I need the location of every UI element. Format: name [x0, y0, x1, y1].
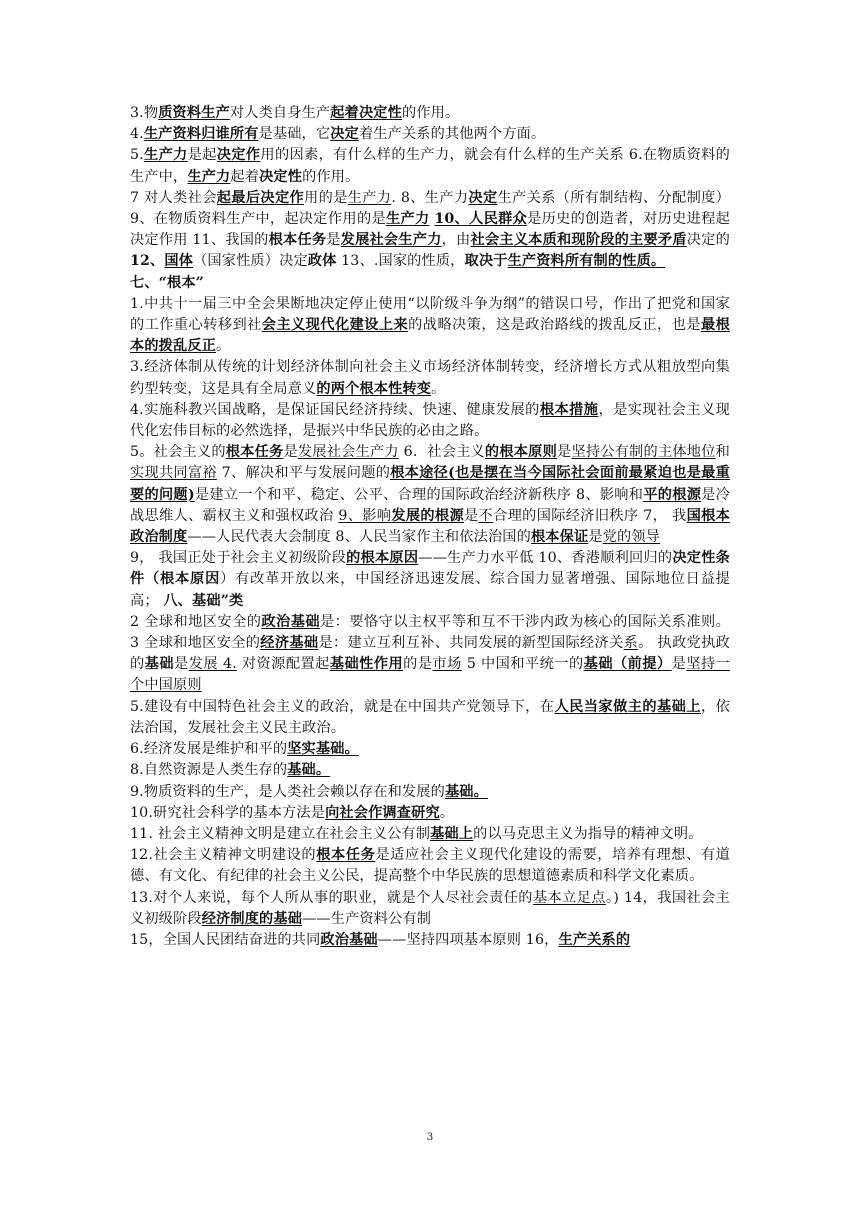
emphasized-text: 政治基础	[320, 931, 378, 948]
emphasized-text: 系	[623, 635, 639, 652]
emphasized-text: 发展社会生产力	[340, 232, 442, 249]
emphasized-text: 基础（前提）	[583, 656, 672, 673]
emphasized-text: 向社会作调查研究	[325, 804, 440, 821]
text-run: 决定的	[686, 232, 730, 249]
text-run: 9， 我国正处于社会主义初级阶段	[130, 550, 347, 567]
text-run: ——人民代表大会制度 8、人民当家作主和依法治国的	[187, 529, 531, 546]
text-run: 合理的国际经济旧秩序 7， 我	[493, 507, 687, 524]
text-run: 2 全球和地区安全的	[130, 613, 262, 630]
text-run: 是历史的创造者，对历史进程起决定作用 11、我国的	[130, 211, 731, 249]
paragraph	[130, 357, 730, 399]
paragraph	[130, 760, 730, 781]
emphasized-text: 根本途径(也是摆在当今国际社会面前最紧迫也是最重要的问题)	[130, 465, 730, 503]
emphasized-text: 生产力	[385, 211, 430, 228]
text-run: 9.物质资料的生产，是人类社会赖以存在和发展的	[130, 783, 445, 800]
section-heading	[130, 273, 730, 294]
text-run: 10.研究社会科学的基本方法是	[130, 804, 326, 821]
text-run: 生产关系（所有制结构、分配制度） 9、在物质资料生产中，起决定作用的是	[130, 189, 730, 228]
emphasized-text: 生产关系的	[558, 931, 631, 948]
emphasized-text: 经济基础	[260, 635, 319, 652]
paragraph	[130, 400, 730, 442]
paragraph	[130, 824, 730, 845]
text-run: 13.对个人来说，每个人所从事的职业，就是个人尽社会责任的	[130, 889, 533, 906]
text-run: 着生产关系的其他两个方面。	[358, 126, 546, 143]
text-run: 是：建立互利互补、共同发展的新型国际经济关	[318, 635, 624, 652]
text-run: 是冷战思维人、霸权主义和强权政治	[130, 486, 730, 524]
text-run: 的是	[403, 656, 433, 673]
paragraph	[130, 103, 730, 124]
emphasized-text: 根本任务	[316, 847, 376, 864]
text-run: ，由	[441, 232, 471, 249]
paragraph	[130, 612, 730, 697]
text-run: 是起	[187, 147, 217, 164]
emphasized-text: 生产力	[347, 189, 392, 206]
text-run: 5.	[130, 147, 144, 164]
emphasized-text: 坚持公有制的主体地位	[571, 444, 716, 461]
text-run: 是	[671, 656, 687, 673]
paragraph	[130, 845, 730, 887]
text-run: 6.经济发展是维护和平的	[130, 741, 288, 758]
emphasized-text: 经济制度的基础	[201, 910, 303, 927]
emphasized-text: 生产力	[143, 147, 188, 164]
emphasized-text: 国体	[164, 253, 194, 270]
text-run: 和	[715, 444, 730, 461]
emphasized-text: 最根本的拨乱反正	[130, 317, 730, 355]
emphasized-text: 基础。	[287, 762, 331, 779]
emphasized-text: 平的根源	[643, 486, 702, 503]
emphasized-text: 决定作	[216, 147, 261, 164]
emphasized-text: 根本任务	[225, 444, 284, 461]
paragraph	[130, 188, 730, 273]
text-run: 对人类自身生产	[229, 105, 331, 121]
emphasized-text: 取决于	[464, 253, 508, 270]
text-run: 。	[216, 338, 231, 355]
paragraph	[130, 697, 730, 739]
text-run: 3.物	[130, 105, 159, 121]
paragraph	[130, 548, 730, 612]
emphasized-text: 9、影响	[338, 507, 392, 524]
text-run: 的作用。	[401, 105, 460, 121]
emphasized-text: 根本措施	[539, 401, 599, 418]
text-run: 7 对人类社会	[130, 189, 217, 206]
text-run: 对资源配置起	[236, 656, 330, 673]
paragraph	[130, 739, 730, 760]
emphasized-text: 坚持一个中国原则	[130, 656, 730, 694]
text-run: ）有改革开放以来，中国经济迅速发展、综合国力显著增强、国际地位日益提高；	[130, 571, 730, 609]
text-run: ，依法治国，发展社会主义民主政治。	[130, 698, 730, 736]
text-run: 12.社会主义精神文明建设的	[130, 847, 317, 864]
text-run: 用的是	[304, 189, 348, 206]
text-run: 。	[439, 804, 455, 821]
paragraph	[130, 803, 730, 824]
text-run: 5 中国和平统一的	[461, 656, 584, 673]
emphasized-text: 的根本原则	[484, 444, 558, 461]
text-run: 。	[431, 380, 446, 397]
emphasized-text: 决定性条件（根本原因	[130, 550, 730, 588]
emphasized-text: 政治基础	[261, 613, 321, 630]
text-run: 5.建设有中国特色社会主义的政治，就是在中国共产党领导下，在	[130, 698, 555, 715]
emphasized-text: 会主义现代化建设上来	[261, 317, 409, 334]
emphasized-text: 起着决定性	[330, 105, 402, 121]
emphasized-text: 市场	[432, 656, 462, 673]
paragraph	[130, 782, 730, 803]
text-run: 11. 社会主义精神文明是建立在社会主义公有制	[130, 825, 431, 842]
emphasized-text: 八、基础”类	[163, 592, 244, 609]
emphasized-text: 基础上	[430, 825, 474, 842]
text-run: 是	[283, 444, 298, 461]
emphasized-text: 10、人民群众	[434, 211, 528, 228]
emphasized-text: 的两个根本性转变	[316, 380, 432, 397]
text-run: 6．社会主义	[398, 444, 485, 461]
emphasized-text: 根本保证	[530, 529, 589, 546]
text-run: 8.自然资源是人类生存的	[130, 762, 288, 779]
emphasized-text: 基本立足点	[532, 889, 606, 906]
paragraph	[130, 145, 730, 187]
text-run: 是：要恪守以主权平等和互不干涉内政为核心的国际关系准则。 3 全球和地区安全的	[130, 613, 731, 652]
paragraph	[130, 124, 730, 145]
text-run: 是	[588, 529, 603, 546]
emphasized-text: 党的领导	[602, 529, 661, 546]
text-run: ——生产力水平低 10、香港顺利回归的	[418, 550, 673, 567]
text-run: 4.	[130, 126, 144, 143]
emphasized-text: 生产资料所有制的性质。	[507, 253, 666, 270]
text-run: 3.经济体制从传统的计划经济体制向社会主义市场经济体制转变，经济增长方式从粗放型向集约型转变，这是具有全局意义	[130, 359, 730, 397]
paragraph	[130, 888, 730, 930]
text-run: 13、.国家的性质，	[336, 253, 465, 270]
emphasized-text: 生产资料归谁所有	[143, 126, 259, 143]
emphasized-text: 国根本政治制度	[130, 507, 730, 546]
paragraph	[130, 930, 730, 951]
text-run: ——坚持四项基本原则 16，	[377, 931, 559, 948]
paragraph	[130, 442, 730, 548]
page-number: 3	[426, 1131, 434, 1143]
emphasized-text: 决定性	[259, 168, 303, 185]
text-run: 15，全国人民团结奋进的共同	[130, 931, 321, 948]
text-run: （国家性质）决定	[193, 253, 308, 270]
text-run: 是	[174, 656, 189, 673]
text-run: 的作用。	[302, 168, 360, 185]
text-run: 是基础，它	[258, 126, 331, 143]
emphasized-text: 发展社会生产力	[297, 444, 399, 461]
emphasized-text: 政体	[307, 253, 337, 270]
emphasized-text: 基础	[144, 656, 175, 673]
emphasized-text: 生产力	[187, 168, 231, 185]
text-run: 是	[326, 232, 341, 249]
emphasized-text: 起最后决定作	[216, 189, 305, 206]
text-run: 7、解决和平与发展问题的	[216, 465, 391, 482]
text-run: 。) 14，我国社会主义初级阶段	[130, 889, 730, 927]
emphasized-text: 基础性作用	[329, 656, 404, 673]
emphasized-text: 质资料生产	[158, 105, 230, 121]
emphasized-text: 的根本原因	[346, 550, 419, 567]
text-run: 1.中共十一届三中全会果断地决定停止使用“以阶级斗争为纲”的错误口号，作出了把党和国家的工作重心转移到社	[130, 295, 730, 334]
text-run: . 8、生产力	[391, 189, 469, 206]
emphasized-text: 12、	[130, 253, 165, 270]
paragraph	[130, 294, 730, 358]
document-body	[130, 103, 730, 951]
emphasized-text: 基础。	[444, 783, 488, 800]
text-run: 的战略决策，这是政治路线的拨乱反正，也是	[408, 317, 701, 334]
emphasized-text: 发展的根源	[391, 507, 464, 524]
text-run: 。 执政党执政的	[130, 635, 731, 673]
text-run: 的以马克思主义为指导的精神文明。	[473, 825, 703, 842]
text-run: 起着	[230, 168, 260, 185]
emphasized-text: 根本任务	[268, 232, 327, 249]
emphasized-text: 发展 4.	[188, 656, 237, 673]
text-run: 4.实施科教兴国战略，是保证国民经济持续、快速、健康发展的	[130, 401, 540, 418]
emphasized-text: 人民当家做主的基础上	[554, 698, 701, 715]
emphasized-text: 决定	[330, 126, 359, 143]
emphasized-text: 坚实基础。	[287, 741, 359, 758]
text-run: ，是实现社会主义现代化宏伟目标的必然选择，是振兴中华民族的必由之路。	[130, 401, 731, 440]
emphasized-text: 决定	[468, 189, 498, 206]
text-run: 是	[557, 444, 572, 461]
text-run: 是建立一个和平、稳定、公平、合理的国际政治经济新秩序 8、影响和	[194, 486, 644, 503]
emphasized-text: 不	[478, 507, 494, 524]
text-run: 是适应社会主义现代化建设的需要，培养有理想、有道德、有文化、有纪律的社会主义公民，提高整个中华民族的思想道德素质和科学文化素质。	[130, 847, 730, 885]
emphasized-text: 社会主义本质和现阶段的主要矛盾	[470, 232, 687, 249]
text-run: 是	[464, 507, 479, 524]
text-run: 七、“根本”	[130, 274, 204, 291]
text-run: ——生产资料公有制	[302, 910, 432, 927]
text-run: 用的因素，有什么样的生产力，就会有什么样的生产关系 6.在物质资料的生产中，	[130, 147, 730, 185]
emphasized-text: 实现共同富裕	[130, 465, 217, 482]
text-run: 5。社会主义的	[130, 444, 226, 461]
